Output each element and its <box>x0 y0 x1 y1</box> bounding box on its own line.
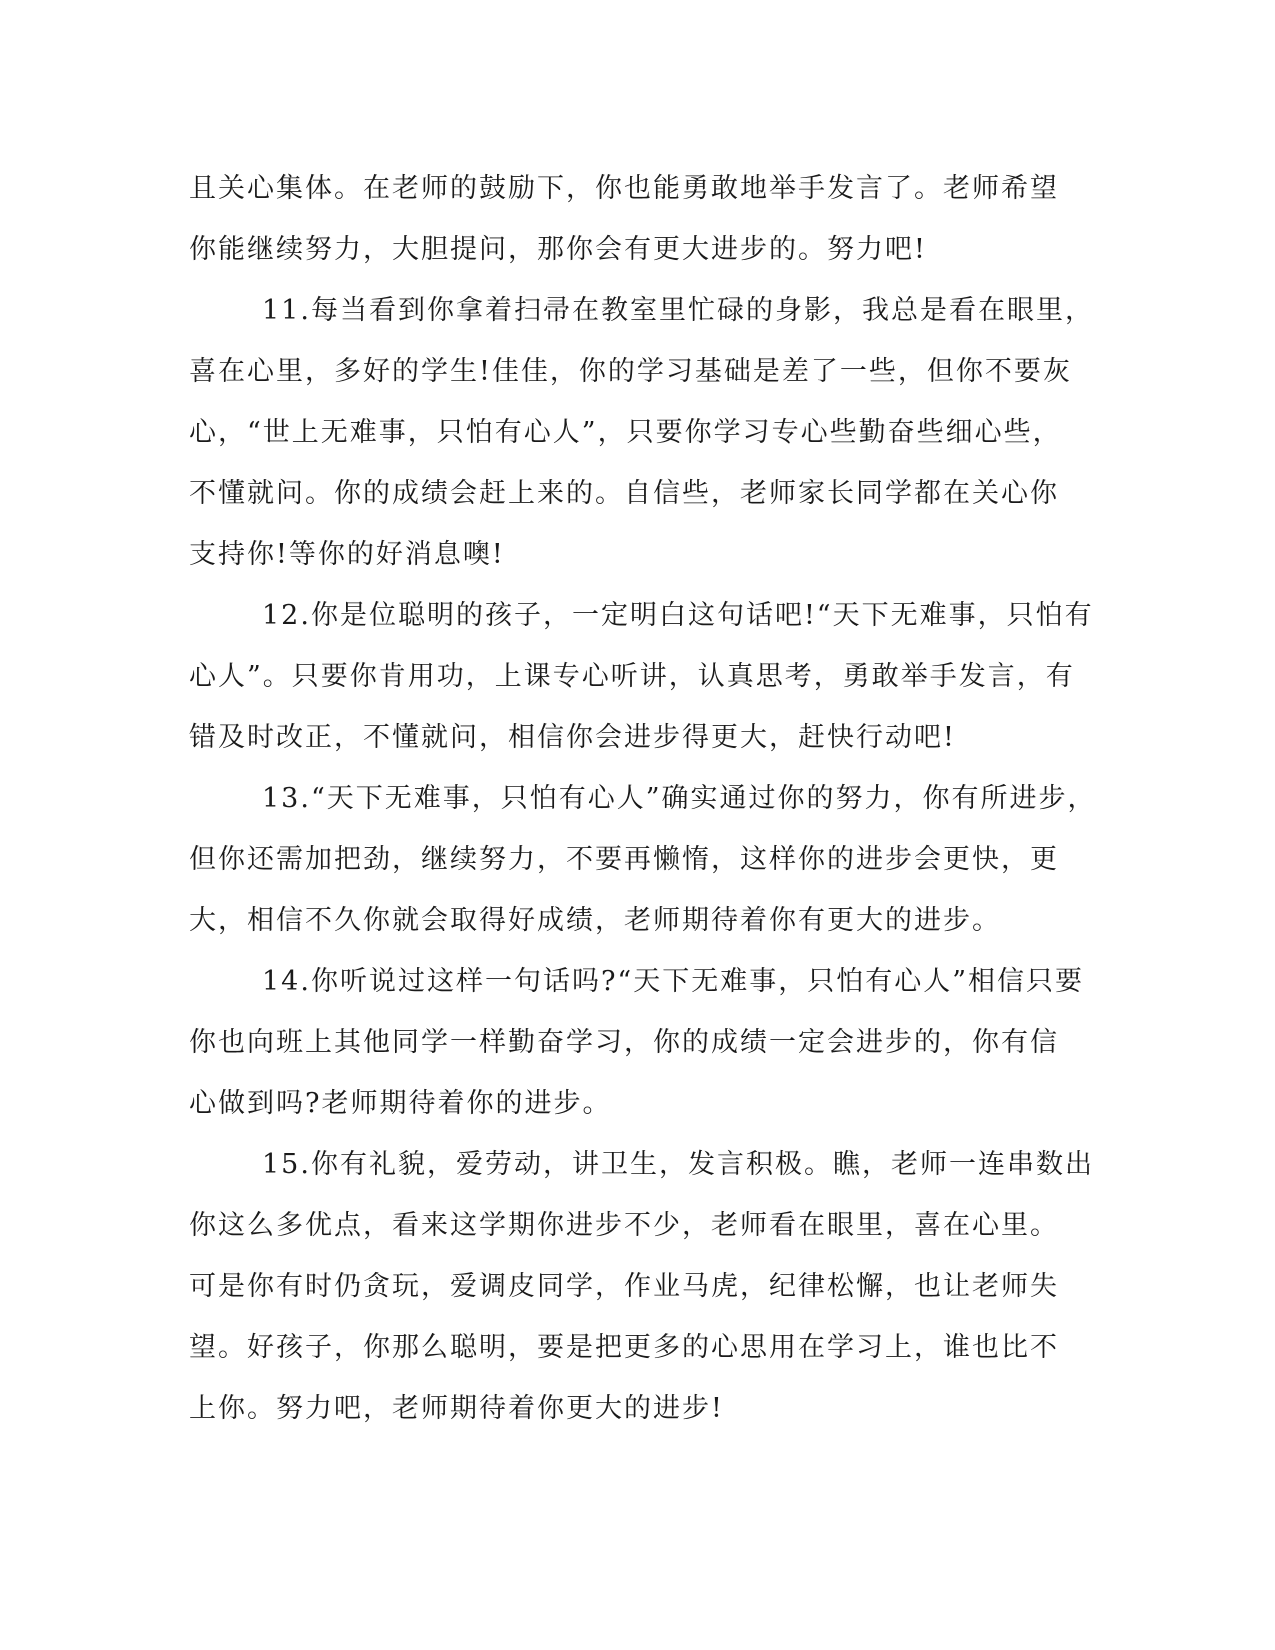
text-line: 但你还需加把劲，继续努力，不要再懒惰，这样你的进步会更快，更 <box>189 844 1059 875</box>
text-line: 心，“世上无难事，只怕有心人”，只要你学习专心些勤奋些细心些， <box>189 417 1062 448</box>
text-line: 你这么多优点，看来这学期你进步不少，老师看在眼里，喜在心里。 <box>189 1210 1059 1241</box>
paragraph-13 <box>189 768 1097 951</box>
text-line: 12.你是位聪明的孩子，一定明白这句话吧!“天下无难事，只怕有 <box>262 600 1094 631</box>
text-line: 心人”。只要你肯用功，上课专心听讲，认真思考，勇敢举手发言，有 <box>189 661 1075 692</box>
text-line: 11.每当看到你拿着扫帚在教室里忙碌的身影，我总是看在眼里， <box>262 295 1094 326</box>
paragraph-11 <box>189 280 1094 585</box>
text-line: 14.你听说过这样一句话吗?“天下无难事，只怕有心人”相信只要 <box>262 966 1085 997</box>
text-line: 望。好孩子，你那么聪明，要是把更多的心思用在学习上，谁也比不 <box>189 1332 1059 1363</box>
document-body <box>189 158 1097 1439</box>
text-line: 可是你有时仍贪玩，爱调皮同学，作业马虎，纪律松懈，也让老师失 <box>189 1271 1059 1302</box>
text-line: 且关心集体。在老师的鼓励下，你也能勇敢地举手发言了。老师希望 <box>189 173 1059 204</box>
text-line: 不懂就问。你的成绩会赶上来的。自信些，老师家长同学都在关心你 <box>189 478 1059 509</box>
text-line: 错及时改正，不懂就问，相信你会进步得更大，赶快行动吧! <box>189 722 956 753</box>
paragraph-12 <box>189 585 1094 768</box>
text-line: 你也向班上其他同学一样勤奋学习，你的成绩一定会进步的，你有信 <box>189 1027 1059 1058</box>
paragraph-14 <box>189 951 1089 1134</box>
text-line: 15.你有礼貌，爱劳动，讲卫生，发言积极。瞧，老师一连串数出 <box>262 1149 1094 1180</box>
paragraph-10-continued <box>189 158 1089 280</box>
text-line: 大，相信不久你就会取得好成绩，老师期待着你有更大的进步。 <box>189 905 1001 936</box>
paragraph-15 <box>189 1134 1094 1439</box>
text-line: 支持你!等你的好消息噢! <box>189 539 505 570</box>
text-line: 心做到吗?老师期待着你的进步。 <box>189 1088 612 1119</box>
text-line: 喜在心里，多好的学生!佳佳，你的学习基础是差了一些，但你不要灰 <box>189 356 1072 387</box>
text-line: 你能继续努力，大胆提问，那你会有更大进步的。努力吧! <box>189 234 927 265</box>
text-line: 13.“天下无难事，只怕有心人”确实通过你的努力，你有所进步， <box>262 783 1097 814</box>
text-line: 上你。努力吧，老师期待着你更大的进步! <box>189 1393 724 1424</box>
